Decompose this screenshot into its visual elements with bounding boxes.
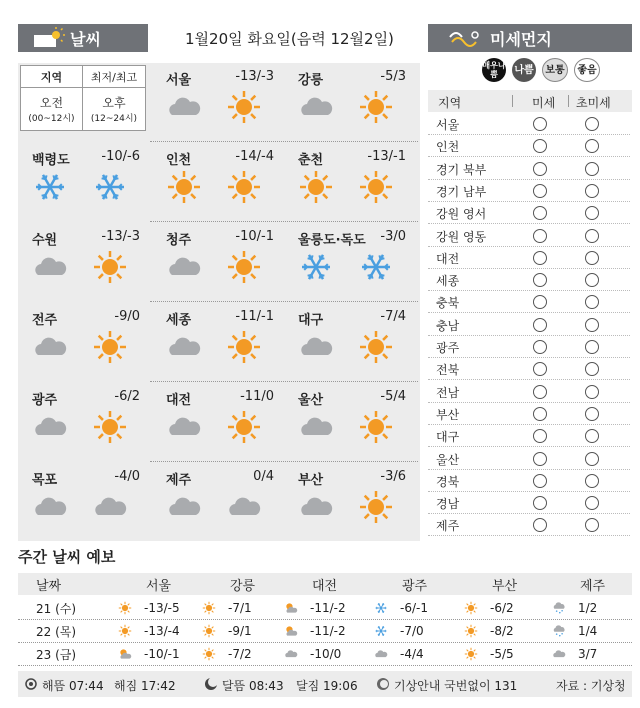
sun-icon <box>464 621 484 641</box>
weekly-date: 23 (금) <box>36 647 77 662</box>
pm10-indicator <box>533 518 547 532</box>
dust-col-pm25: 초미세 <box>576 96 611 110</box>
cloud-icon <box>298 489 334 525</box>
pm10-indicator <box>533 340 547 354</box>
grid-divider <box>150 141 418 142</box>
city-temp: -3/0 <box>380 229 406 244</box>
dust-row <box>428 113 630 135</box>
pm25-indicator <box>585 139 599 153</box>
legend-am <box>21 88 83 130</box>
legend-very-bad: 매우나쁨 <box>482 58 506 82</box>
pm25-indicator <box>585 117 599 131</box>
city-temp: -5/3 <box>380 69 406 84</box>
weekly-cell <box>552 643 597 665</box>
city-cell <box>20 463 148 535</box>
weekly-cell <box>202 643 252 665</box>
city-cell <box>154 223 282 295</box>
weekly-temp: -5/5 <box>490 647 514 661</box>
pm10-indicator <box>533 295 547 309</box>
dust-region: 세종 <box>436 274 460 289</box>
dust-region: 울산 <box>436 452 460 467</box>
pm25-indicator <box>585 251 599 265</box>
row-divider <box>18 665 632 666</box>
weekly-cell <box>284 643 341 665</box>
city-name: 강릉 <box>298 73 324 88</box>
sun-icon <box>358 169 394 205</box>
grid-divider <box>150 301 418 302</box>
pm10-indicator <box>533 206 547 220</box>
pm25-indicator <box>585 496 599 510</box>
legend-good: 좋음 <box>574 58 600 82</box>
grid-divider <box>150 461 418 462</box>
weekly-temp: -6/2 <box>490 601 514 615</box>
pm10-indicator <box>533 496 547 510</box>
city-temp: -5/4 <box>380 389 406 404</box>
city-temp: -10/-6 <box>101 149 140 164</box>
weekly-header <box>18 573 632 595</box>
pm25-indicator <box>585 474 599 488</box>
cloud-icon <box>32 329 68 365</box>
rainsnow-icon <box>552 621 572 641</box>
city-name: 광주 <box>32 393 58 408</box>
weekly-col-header: 제주 <box>580 578 606 594</box>
pm10-indicator <box>533 273 547 287</box>
weekly-cell <box>464 597 514 619</box>
date-label: 1월20일 화요일(음력 12월2일) <box>185 30 394 48</box>
snow-icon <box>92 169 128 205</box>
snow-icon <box>374 598 394 618</box>
sun-icon <box>202 644 222 664</box>
dust-region: 대구 <box>436 430 460 445</box>
weekly-cell <box>118 620 180 642</box>
pm25-indicator <box>585 295 599 309</box>
weekly-temp: -11/-2 <box>310 624 346 638</box>
sun-icon <box>358 329 394 365</box>
dust-row <box>428 358 630 380</box>
dust-region: 강원 영동 <box>436 229 487 244</box>
dust-region: 경기 남부 <box>436 184 487 199</box>
sun-icon <box>464 598 484 618</box>
dust-row <box>428 492 630 514</box>
snow-icon <box>374 621 394 641</box>
pm25-indicator <box>585 385 599 399</box>
legend-pm <box>83 88 145 130</box>
city-name: 인천 <box>166 153 192 168</box>
dust-region: 충남 <box>436 318 460 333</box>
weekly-date: 22 (목) <box>36 624 77 639</box>
pm25-indicator <box>585 273 599 287</box>
sun-icon <box>226 249 262 285</box>
dust-region: 전남 <box>436 385 460 400</box>
sun-icon <box>358 409 394 445</box>
legend-am-sub: (00~12시) <box>28 114 75 124</box>
weekly-cell <box>118 597 180 619</box>
city-name: 전주 <box>32 313 58 328</box>
cloud-icon <box>166 249 202 285</box>
pm25-indicator <box>585 229 599 243</box>
sun-icon <box>118 621 138 641</box>
weekly-temp: -10/0 <box>310 647 342 661</box>
weekly-temp: 1/4 <box>578 624 598 638</box>
pm10-indicator <box>533 251 547 265</box>
moonrise: 달뜸 08:43 <box>222 679 284 693</box>
city-temp: -11/-1 <box>235 309 274 324</box>
sun-icon <box>226 409 262 445</box>
data-source: 자료 : 기상청 <box>556 679 626 693</box>
weekly-row <box>18 620 632 642</box>
dust-region: 경북 <box>436 474 460 489</box>
dust-row <box>428 448 630 470</box>
weather-header <box>18 24 148 52</box>
partly-icon <box>284 621 304 641</box>
grid-divider <box>150 221 418 222</box>
cloud-icon <box>298 329 334 365</box>
city-name: 청주 <box>166 233 192 248</box>
city-temp: -13/-1 <box>367 149 406 164</box>
pm25-indicator <box>585 362 599 376</box>
rainsnow-icon <box>552 598 572 618</box>
cloud-icon <box>92 489 128 525</box>
dust-region: 제주 <box>436 519 460 534</box>
weekly-temp: -10/-1 <box>144 647 180 661</box>
dust-row <box>428 158 630 180</box>
weekly-temp: -9/1 <box>228 624 252 638</box>
weekly-row <box>18 643 632 665</box>
city-name: 서울 <box>166 73 192 88</box>
pm10-indicator <box>533 429 547 443</box>
dust-row <box>428 291 630 313</box>
sun-icon <box>166 169 202 205</box>
city-name: 세종 <box>166 313 192 328</box>
weekly-temp: -7/2 <box>228 647 252 661</box>
sun-icon <box>92 329 128 365</box>
city-temp: -9/0 <box>114 309 140 324</box>
grid-divider <box>150 381 418 382</box>
weather-logo-icon <box>32 27 66 49</box>
legend-bad: 나쁨 <box>512 58 536 82</box>
footer-bar <box>18 671 632 697</box>
pm25-indicator <box>585 518 599 532</box>
cloud-icon <box>298 89 334 125</box>
sun-icon <box>298 169 334 205</box>
cloud-icon <box>226 489 262 525</box>
city-temp: -14/-4 <box>235 149 274 164</box>
city-cell <box>154 383 282 455</box>
city-temp: -7/4 <box>380 309 406 324</box>
cloud-icon <box>298 409 334 445</box>
city-temp: -3/6 <box>380 469 406 484</box>
weekly-date: 21 (수) <box>36 601 77 616</box>
weekly-col-header: 대전 <box>312 578 338 594</box>
weekly-row <box>18 597 632 619</box>
dust-row <box>428 135 630 157</box>
sun-icon <box>358 489 394 525</box>
dust-col-pm10: 미세 <box>532 96 556 110</box>
dust-row <box>428 403 630 425</box>
cloud-icon <box>166 329 202 365</box>
weekly-cell <box>284 620 346 642</box>
city-cell <box>154 63 282 135</box>
pm25-indicator <box>585 452 599 466</box>
sun-icon <box>464 644 484 664</box>
dust-row <box>428 314 630 336</box>
dust-region: 강원 영서 <box>436 207 487 222</box>
cloud-icon <box>32 249 68 285</box>
sunrise: 해뜸 07:44 <box>42 679 104 693</box>
sun-icon <box>358 89 394 125</box>
city-cell <box>286 63 414 135</box>
pm10-indicator <box>533 229 547 243</box>
phone-icon <box>376 677 390 691</box>
city-cell <box>20 223 148 295</box>
pm10-indicator <box>533 407 547 421</box>
legend-normal: 보통 <box>542 58 568 82</box>
weekly-col-header: 광주 <box>402 578 428 594</box>
city-cell <box>286 463 414 535</box>
dust-logo-icon <box>448 28 482 48</box>
weekly-cell <box>202 597 252 619</box>
dust-region: 부산 <box>436 407 460 422</box>
snow-icon <box>32 169 68 205</box>
weekly-temp: -8/2 <box>490 624 514 638</box>
dust-region: 전북 <box>436 363 460 378</box>
dust-table-header <box>428 90 632 112</box>
partly-icon <box>284 598 304 618</box>
cloud-icon <box>374 644 394 664</box>
cloud-icon <box>284 644 304 664</box>
sun-small-icon <box>24 677 38 691</box>
dust-region: 충북 <box>436 296 460 311</box>
pm25-indicator <box>585 407 599 421</box>
pm25-indicator <box>585 162 599 176</box>
city-name: 대구 <box>298 313 324 328</box>
weekly-cell <box>374 597 428 619</box>
weather-phone: 기상안내 국번없이 131 <box>394 679 518 693</box>
city-temp: -13/-3 <box>101 229 140 244</box>
weekly-temp: -7/0 <box>400 624 424 638</box>
weekly-cell <box>552 620 597 642</box>
dust-region: 대전 <box>436 251 460 266</box>
city-cell <box>20 303 148 375</box>
city-name: 목포 <box>32 473 58 488</box>
partly-icon <box>118 644 138 664</box>
legend-am-label: 오전 <box>39 96 64 110</box>
pm25-indicator <box>585 318 599 332</box>
dust-region: 광주 <box>436 341 460 355</box>
sun-icon <box>202 621 222 641</box>
pm10-indicator <box>533 474 547 488</box>
dust-row <box>428 225 630 247</box>
snow-icon <box>298 249 334 285</box>
sun-icon <box>92 249 128 285</box>
city-name: 춘천 <box>298 153 324 168</box>
weekly-temp: 1/2 <box>578 601 598 615</box>
weekly-temp: -13/-4 <box>144 624 180 638</box>
dust-region: 서울 <box>436 118 460 132</box>
dust-row <box>428 470 630 492</box>
moonset: 달짐 19:06 <box>296 679 358 693</box>
legend-box <box>20 65 146 131</box>
weekly-col-header: 날짜 <box>36 578 62 594</box>
city-name: 제주 <box>166 473 192 488</box>
city-cell <box>154 303 282 375</box>
pm10-indicator <box>533 184 547 198</box>
dust-row <box>428 336 630 358</box>
weekly-title: 주간 날씨 예보 <box>18 548 116 566</box>
pm25-indicator <box>585 206 599 220</box>
city-cell <box>286 223 414 295</box>
weekly-temp: -13/-5 <box>144 601 180 615</box>
dust-row <box>428 180 630 202</box>
sun-icon <box>226 169 262 205</box>
weekly-temp: 3/7 <box>578 647 598 661</box>
dust-row <box>428 514 630 536</box>
pm10-indicator <box>533 162 547 176</box>
pm25-indicator <box>585 184 599 198</box>
cloud-icon <box>166 489 202 525</box>
pm25-indicator <box>585 429 599 443</box>
weekly-cell <box>118 643 180 665</box>
weekly-col-header: 강릉 <box>230 578 256 594</box>
dust-col-region: 지역 <box>438 96 462 110</box>
dust-row <box>428 202 630 224</box>
weekly-temp: -7/1 <box>228 601 252 615</box>
snow-icon <box>358 249 394 285</box>
sun-icon <box>226 89 262 125</box>
sunset: 해짐 17:42 <box>114 679 176 693</box>
legend-region: 지역 <box>21 66 83 88</box>
dust-title: 미세먼지 <box>490 29 552 49</box>
cloud-icon <box>166 89 202 125</box>
pm10-indicator <box>533 385 547 399</box>
cloud-icon <box>32 409 68 445</box>
pm25-indicator <box>585 340 599 354</box>
weekly-cell <box>464 643 514 665</box>
weekly-col-header: 부산 <box>492 578 518 594</box>
city-cell <box>286 383 414 455</box>
dust-header <box>428 24 632 52</box>
city-name: 부산 <box>298 473 324 488</box>
row-divider <box>428 535 630 536</box>
dust-divider <box>568 95 569 107</box>
weekly-col-header: 서울 <box>146 578 172 594</box>
city-name: 백령도 <box>32 153 70 168</box>
city-temp: -13/-3 <box>235 69 274 84</box>
weekly-temp: -11/-2 <box>310 601 346 615</box>
city-name: 울릉도·독도 <box>298 233 366 248</box>
cloud-icon <box>166 409 202 445</box>
city-cell <box>154 143 282 215</box>
sun-icon <box>202 598 222 618</box>
sun-icon <box>226 329 262 365</box>
legend-pm-sub: (12~24시) <box>90 114 138 124</box>
city-temp: 0/4 <box>253 469 274 484</box>
dust-row <box>428 269 630 291</box>
dust-row <box>428 247 630 269</box>
city-cell <box>20 383 148 455</box>
weekly-temp: -6/-1 <box>400 601 428 615</box>
legend-pm-label: 오후 <box>102 96 126 110</box>
city-cell <box>20 143 148 215</box>
weekly-cell <box>552 597 597 619</box>
dust-row <box>428 425 630 447</box>
moon-icon <box>204 677 218 691</box>
sun-icon <box>118 598 138 618</box>
dust-row <box>428 381 630 403</box>
pm10-indicator <box>533 452 547 466</box>
weekly-cell <box>374 643 424 665</box>
cloud-icon <box>552 644 572 664</box>
city-name: 대전 <box>166 393 192 408</box>
dust-region: 경남 <box>436 497 460 512</box>
sun-icon <box>92 409 128 445</box>
pm10-indicator <box>533 117 547 131</box>
weekly-temp: -4/4 <box>400 647 424 661</box>
dust-region: 인천 <box>436 140 460 155</box>
city-cell <box>286 303 414 375</box>
weekly-cell <box>374 620 424 642</box>
city-temp: -10/-1 <box>235 229 274 244</box>
city-name: 수원 <box>32 233 58 248</box>
weekly-cell <box>464 620 514 642</box>
city-temp: -6/2 <box>114 389 140 404</box>
legend-minmax: 최저/최고 <box>83 66 145 88</box>
weekly-cell <box>284 597 346 619</box>
pm10-indicator <box>533 362 547 376</box>
city-temp: -4/0 <box>114 469 140 484</box>
city-cell <box>286 143 414 215</box>
city-cell <box>154 463 282 535</box>
city-name: 울산 <box>298 393 324 408</box>
city-temp: -11/0 <box>240 389 274 404</box>
pm10-indicator <box>533 318 547 332</box>
dust-region: 경기 북부 <box>436 162 487 177</box>
pm10-indicator <box>533 139 547 153</box>
weather-title: 날씨 <box>70 29 101 49</box>
weekly-cell <box>202 620 252 642</box>
dust-divider <box>512 95 513 107</box>
cloud-icon <box>32 489 68 525</box>
